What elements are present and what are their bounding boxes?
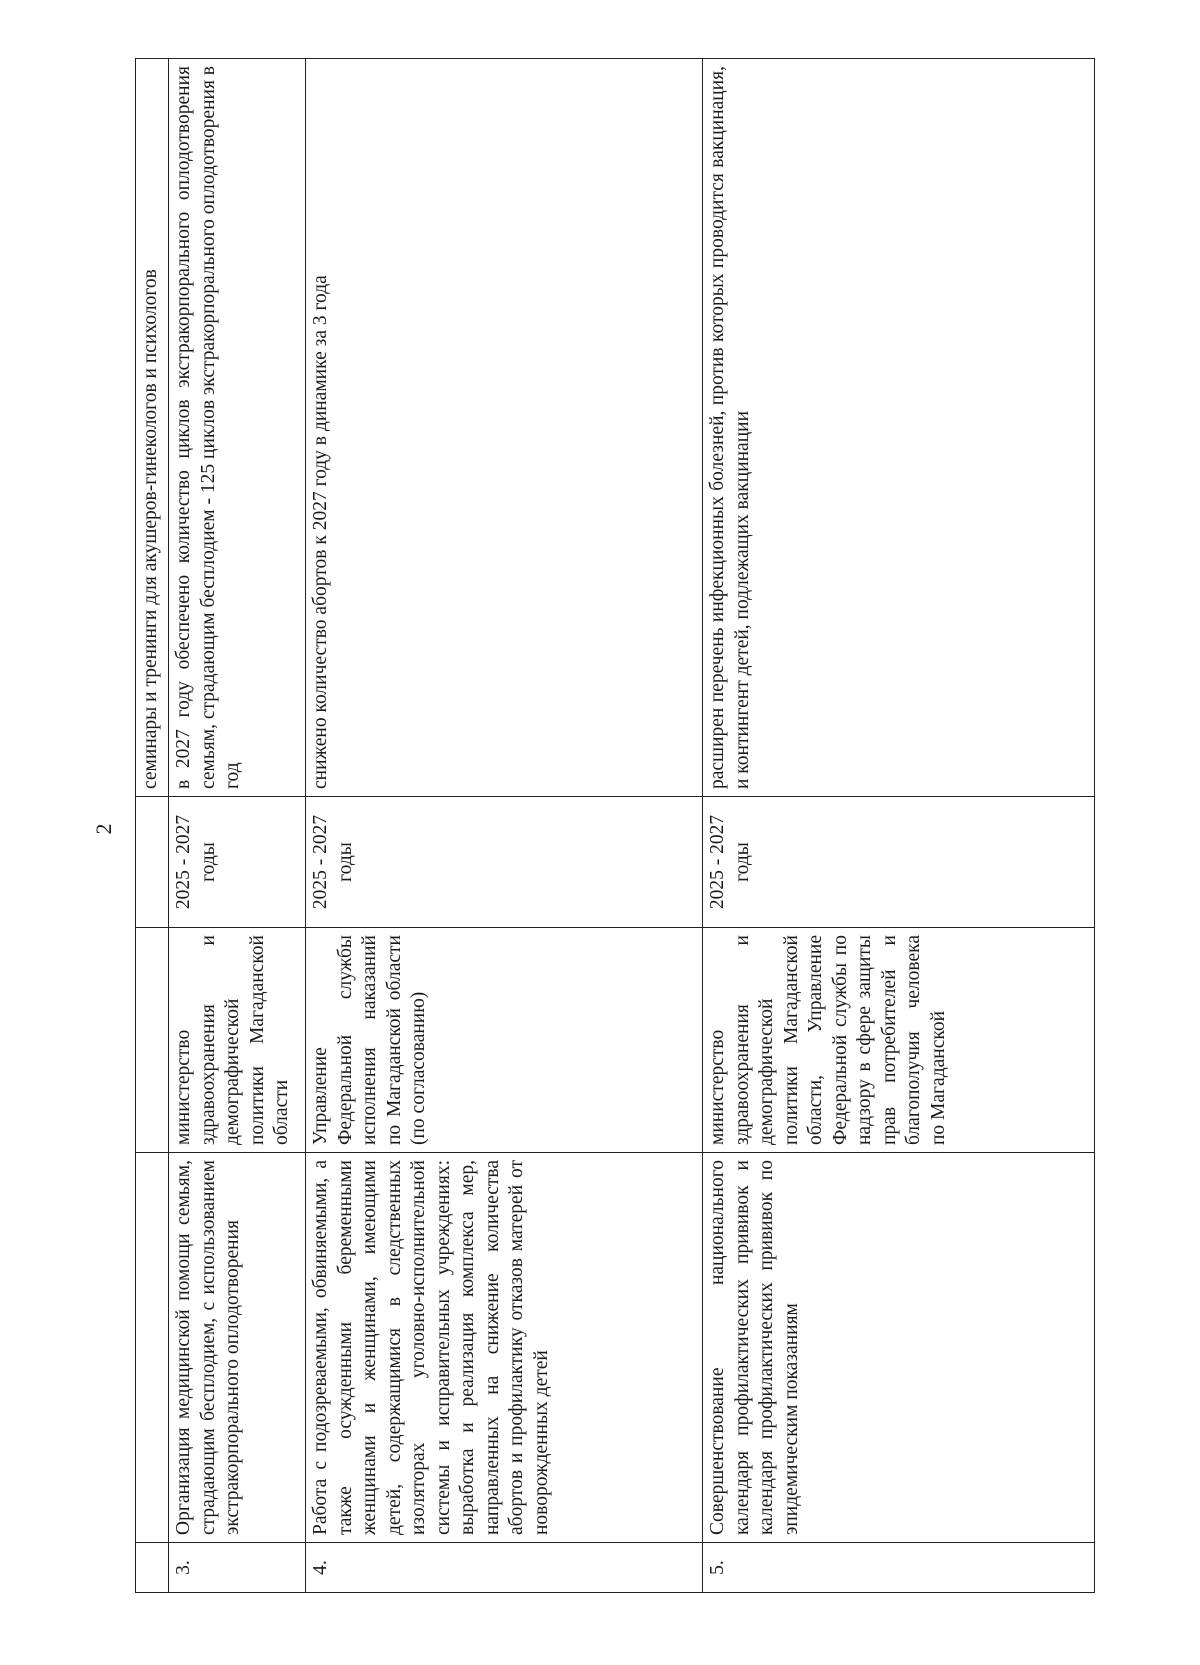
period-cell: 2025 - 2027 годы — [306, 797, 703, 928]
executors-cell: Управление Федеральной службы исполнения наказаний по Магаданской области (по согласованию) — [306, 928, 703, 1153]
row-number: 5. — [703, 1543, 1095, 1593]
period-cell: 2025 - 2027 годы — [169, 797, 306, 928]
row-number: 3. — [169, 1543, 306, 1593]
result-cell: в 2027 году обеспечено количество циклов экстракорпорального оплодотворения семьям, страдающим бесплодием - 125 циклов экстракорпорального оплодотворения в год — [169, 59, 306, 797]
result-cell: расширен перечень инфекционных болезней, против которых проводится вакцинация, и контингент детей, подлежащих вакцинации — [703, 59, 1095, 797]
page-number: 2 — [91, 823, 116, 835]
activity-cell: Организация медицинской помощи семьям, страдающим бесплодием, с использованием экстракорпорального оплодотворения — [169, 1153, 306, 1543]
table-row — [306, 59, 703, 1593]
measures-table — [135, 58, 1095, 1593]
result-cell: семинары и тренинги для акушеров-гинекологов и психологов — [136, 59, 169, 797]
row-number: 4. — [306, 1543, 703, 1593]
executors-cell: министерство здравоохранения и демографической политики Магаданской области — [169, 928, 306, 1153]
activity-cell — [136, 1153, 169, 1543]
executors-cell — [136, 928, 169, 1153]
activity-cell: Совершенствование национального календаря профилактических прививок и календаря профилактических прививок по эпидемическим показаниям — [703, 1153, 1095, 1543]
table-row — [169, 59, 306, 1593]
rotated-table-wrapper — [135, 59, 1079, 1593]
period-cell: 2025 - 2027 годы — [703, 797, 1095, 928]
executors-cell: министерство здравоохранения и демографической политики Магаданской области, Управление Федеральной службы по надзору в сфере защиты прав потребителей и благополучия человека по Магаданской — [703, 928, 1095, 1153]
result-cell: снижено количество абортов к 2027 году в динамике за 3 года — [306, 59, 703, 797]
row-number — [136, 1543, 169, 1593]
period-cell — [136, 797, 169, 928]
activity-cell: Работа с подозреваемыми, обвиняемыми, а также осужденными беременными женщинами и женщинами, имеющими детей, содержащимися в следственных изоляторах уголовно-исполнительной системы и исправительных учреждениях: выработка и реализация комплекса мер, направленных на снижение количества абортов и профилактику отказов матерей от новорожденных детей — [306, 1153, 703, 1543]
table-row — [136, 59, 169, 1593]
table-row — [703, 59, 1095, 1593]
